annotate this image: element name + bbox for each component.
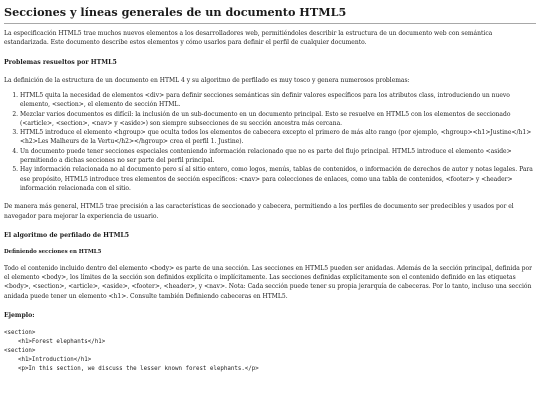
code-line: <h1>Introduction</h1> [4,357,92,364]
code-example [4,329,536,374]
list-item: 1. HTML5 quita la necesidad de elementos <div> para definir secciones semánticas sin definir valores específicos para los atributos class, introduciendo un nuevo elemento, <section>, el elemento de sección HTML. [20,91,536,110]
problems-heading: Problemas resueltos por HTML5 [4,58,117,66]
algorithm-heading: El algoritmo de perfilado de HTML5 [4,231,130,239]
code-line: <h1>Forest elephants</h1> [4,339,106,346]
code-line: <section> [4,330,36,337]
list-item: 4. Un documento puede tener secciones especiales conteniendo información relacionado que no es parte del flujo principal. HTML5 introduce el elemento <aside> permitiendo a dichas secciones no ser parte del perfil principal. [20,147,536,166]
example-label: Ejemplo: [4,312,35,320]
list-item: 2. Mezclar varios documentos es difícil: la inclusión de un sub-documento en un documento principal. Esto se resuelve en HTML5 con los elementos de seccionado (<article>, <section>, <nav> y <aside>) son siempre subsecciones de su sección ancestra más cercana. [20,110,536,129]
intro-paragraph: La especificación HTML5 trae muchos nuevos elementos a los desarrolladores web, permitiéndoles describir la estructura de un documento web con semántica estandarizada. Este documento describe estos elementos y cómo usarlos para definir el perfil de cualquier documento. [4,30,493,47]
problems-closing: De manera más general, HTML5 trae precisión a las características de seccionado y cabecera, permitiendo a los perfiles de documento ser predecibles y usados por el navegador para mejorar la experiencia de usuario. [4,203,514,220]
code-line: <p>In this section, we discuss the lesser known forest elephants.</p> [4,366,259,373]
algorithm-body: Todo el contenido incluido dentro del elemento <body> es parte de una sección. Las secciones en HTML5 pueden ser anidadas. Además de la sección principal, definida por el elemento <body>, los límites de la sección son definidos explícita o implícitamente. Las secciones definidas explícitamente son el contenido definido en las etiquetas <body>, <section>, <article>, <aside>, <footer>, <header>, y <nav>. Nota: Cada sección puede tener su propia jerarquía de cabeceras. Por lo tanto, incluso una sección anidada puede tener un elemento <h1>. Consulte también Definiendo cabeceras en HTML5. [4,264,533,300]
problems-lead: La definición de la estructura de un documento en HTML 4 y su algoritmo de perfilado es muy tosco y genera numerosos problemas: [4,76,410,84]
page-title: Secciones y líneas generales de un documento HTML5 [4,5,536,24]
list-item: 3. HTML5 introduce el elemento <hgroup> que oculta todos los elementos de cabecera excepto el primero de más alto rango (por ejemplo, <hgroup><h1>Justine</h1><h2>Les Malheurs de la Vertu</h2></hgroup> crea el perfil 1. Justine). [20,128,536,147]
defining-sections-subheading: Definiendo secciones en HTML5 [4,248,102,255]
list-item: 5. Hay información relacionada no al documento pero sí al sitio entero, como logos, menús, tablas de contenidos, o información de derechos de autor y notas legales. Para ese propósito, HTML5 introduce tres elementos de sección específicos: <nav> para colecciones de enlaces, como una tabla de contenidos, <footer> y <header> información relacionada con el sitio. [20,165,536,193]
code-line: <section> [4,348,36,355]
problems-list [4,91,536,193]
